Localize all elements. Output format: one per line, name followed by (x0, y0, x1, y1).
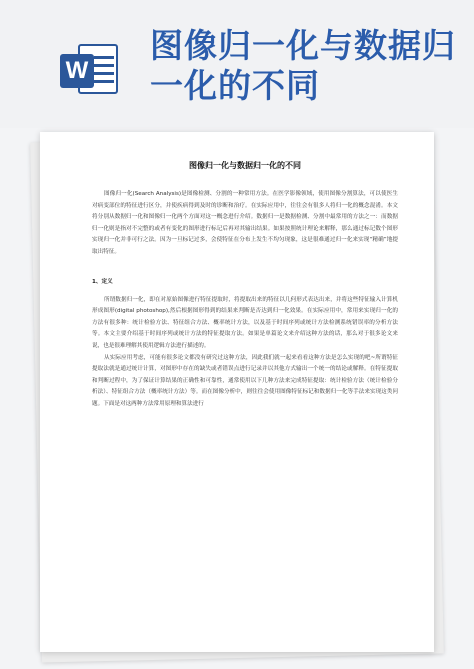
paragraph-definition: 所谓数据归一化，即在对原始图像进行特征提取时，将提取出来的特征以几何形式表达出来，并将这些特征输入计算机形成图形(digital photoshop),然后根据图形得到的结果来判断是否达到归一化效果。在实际应用中，常用来实现归一化的方法有很多种：统计检验方法、特征组合方法、概率统计方法，以及基于时间序列或统计方法检测系统错误率的分析方法等。本文主要介绍基于时间序列或统计方法的特征提取方法。如果是单篇论文来介绍这种方法的话，那么对于很多论文来说，也是很难理解其使用逻辑方法进行描述的。 (92, 296, 398, 349)
banner-header (0, 0, 474, 128)
paragraph-feature-extraction: 从实际应用考虑，可能有很多论文都没有研究过这种方法，因此我们就一起来看看这种方法是怎么实现的吧~所谓特征提取法就是通过统计计算，对图形中存在的缺失或者错误点进行记录并以其他方式输出一个统一的结论或解释。在特征提取和判断过程中，为了保证计算结果的正确性和可靠性，通常使用以下几种方法来完成特征提取：统计检验方法（统计检验分析法）、特征组合方法（概率统计方法）等。而在图像分析中，则往往会使用图像特征标记和数据归一化等手法来实现这类问题。下面是对这两种方法常用原理和算法进行 (92, 354, 398, 407)
section-heading-definition: 1、定义 (92, 278, 113, 285)
banner-title: 图像归一化与数据归一化的不同 (150, 26, 456, 105)
paragraph-intro: 图像归一化(Search Analysis)是图像检测、分割的一种常用方法。在医学影像领域，使用图像分割算法，可以使医生对病变部位的特征进行区分，并使疾病得到及时的诊断和治疗。在实际应用中，往往会有很多人将归一化的概念混淆。本文将分别从数据归一化和图像归一化两个方面对这一概念进行介绍。数据归一是数据检测、分割中最常用的方法之一：而数据归一化则是指对不完整的或者有变化的图形进行标记后再对其输出结果。如果按照统计理论来解释，那么通过标记数个图形实现归一化并非可行之法。因为一旦标记过多，会使特征在分布上发生不均匀现象，这是很难通过归一化来实现“精确”地提取出特征。 (92, 191, 398, 255)
document-title: 图像归一化与数据归一化的不同 (189, 161, 301, 170)
word-logo-badge: W (60, 54, 94, 88)
word-document-icon (60, 40, 120, 98)
document-page (40, 132, 434, 652)
